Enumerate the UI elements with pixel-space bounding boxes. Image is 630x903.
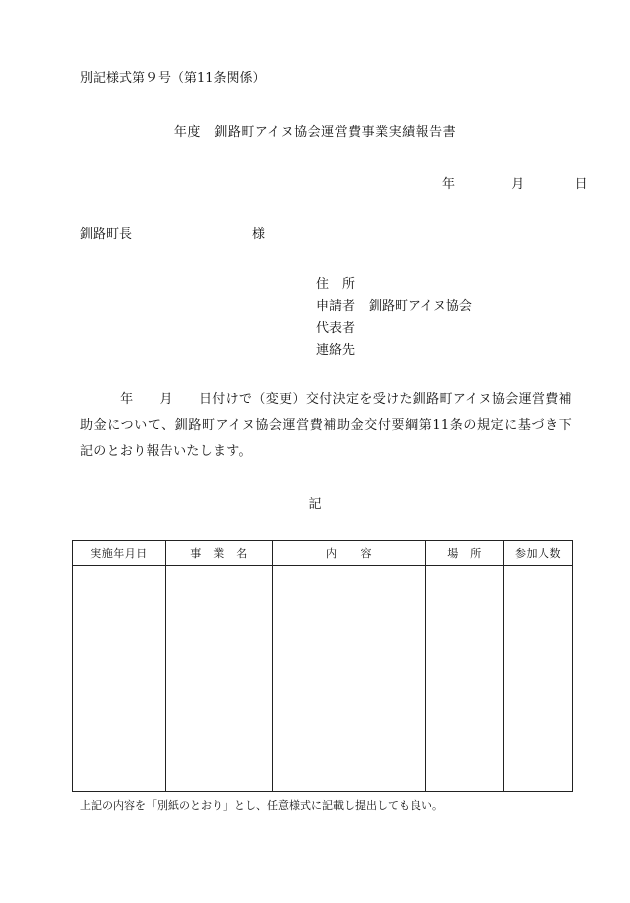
body-month: 月	[159, 392, 173, 407]
header-date: 実施年月日	[73, 541, 166, 566]
applicant-row-applicant	[316, 296, 472, 318]
representative-label: 代表者	[316, 321, 356, 336]
body-paragraph	[80, 387, 572, 465]
applicant-row-contact	[316, 340, 472, 362]
applicant-row-representative	[316, 318, 472, 340]
cell-date[interactable]	[73, 566, 166, 792]
ki-heading: 記	[308, 497, 322, 512]
cell-location[interactable]	[426, 566, 504, 792]
form-number: 別記様式第９号（第11条関係）	[80, 71, 266, 86]
table-row	[73, 566, 573, 792]
header-project-name: 事 業 名	[166, 541, 273, 566]
contact-label: 連絡先	[316, 343, 356, 358]
address-label: 住 所	[316, 277, 356, 292]
table-header-row	[73, 541, 573, 566]
report-table	[72, 540, 573, 792]
footnote: 上記の内容を「別紙のとおり」とし、任意様式に記載し提出しても良い。	[80, 799, 443, 812]
cell-participants[interactable]	[504, 566, 573, 792]
header-location: 場 所	[426, 541, 504, 566]
header-participants: 参加人数	[504, 541, 573, 566]
cell-content[interactable]	[273, 566, 426, 792]
document-title: 年度 釧路町アイヌ協会運営費事業実績報告書	[173, 125, 457, 140]
cell-project-name[interactable]	[166, 566, 273, 792]
date-line	[442, 173, 588, 192]
addressee	[80, 223, 265, 242]
applicant-block	[316, 274, 472, 362]
body-text: 日付けで（変更）交付決定を受けた釧路町アイヌ協会運営費補助金について、釧路町アイヌ協会運営費補助金交付要綱第11条の規定に基づき下記のとおり報告いたします。	[80, 392, 572, 459]
addressee-name: 釧路町長	[80, 227, 133, 242]
date-month: 月	[511, 177, 525, 192]
applicant-label: 申請者	[316, 299, 356, 314]
header-content: 内 容	[273, 541, 426, 566]
date-day: 日	[574, 177, 588, 192]
date-year: 年	[442, 177, 456, 192]
body-year: 年	[120, 392, 134, 407]
addressee-honorific: 様	[252, 227, 266, 242]
applicant-row-address	[316, 274, 472, 296]
applicant-value: 釧路町アイヌ協会	[369, 299, 472, 314]
